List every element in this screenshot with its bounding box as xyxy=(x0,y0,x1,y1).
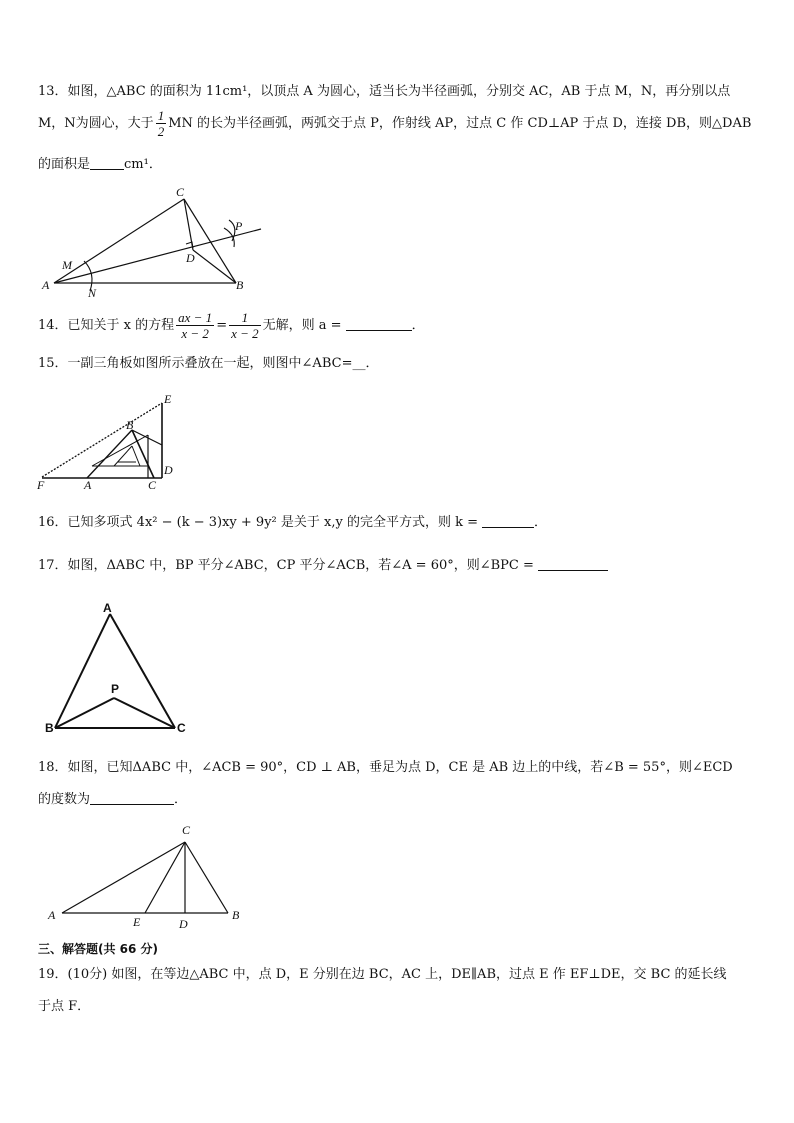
q19-line1: 19．(10分) 如图，在等边△ABC 中，点 D，E 分别在边 BC，AC 上，DE∥AB，过点 E 作 EF⊥DE，交 BC 的延长线 xyxy=(38,967,727,982)
q15-figure xyxy=(32,390,182,494)
q17-label-b: B xyxy=(45,721,54,735)
q15-label-f: F xyxy=(37,478,45,492)
q18-label-b: B xyxy=(232,908,240,922)
q13-ray-ap xyxy=(54,229,261,283)
q15-segment-bd xyxy=(132,430,162,445)
q17-line xyxy=(38,556,608,575)
q15-label-d: D xyxy=(164,463,173,477)
q17-segment-bp xyxy=(55,698,114,728)
q14-equals: = xyxy=(216,318,228,333)
q13-line1: 13．如图，△ABC 的面积为 11cm¹，以顶点 A 为圆心，适当长为半径画弧，分别交 AC，AB 于点 M，N，再分别以点 xyxy=(38,84,731,99)
q17-label-a: A xyxy=(103,601,112,615)
q13-line2-a: M，N为圆心，大于 xyxy=(38,116,154,131)
q15-inner-diag-1 xyxy=(92,435,148,466)
q16-answer-blank[interactable] xyxy=(482,513,534,528)
q13-line3 xyxy=(38,155,162,174)
q13-frac-num: 1 xyxy=(157,108,165,123)
q17-answer-blank[interactable] xyxy=(538,556,608,571)
q17-text: 17．如图，ΔABC 中，BP 平分∠ABC，CP 平分∠ACB，若∠A = 60°，则∠BPC = xyxy=(38,558,534,573)
q18-segment-ac xyxy=(62,842,185,913)
q14-frac2-den: x − 2 xyxy=(231,326,259,341)
q17-segment-ac xyxy=(110,614,175,728)
q14-fraction-2 xyxy=(229,310,261,341)
q14-fraction-1 xyxy=(176,310,214,341)
q16-text-a: 16．已知多项式 4x² − (k − 3)xy + 9y² 是关于 x,y 的完全平方式，则 k = xyxy=(38,515,478,530)
q13-line3-a: 的面积是 xyxy=(38,157,91,172)
q13-label-m: M xyxy=(62,258,72,272)
q17-figure xyxy=(40,598,190,738)
q13-frac-den: 2 xyxy=(157,124,165,139)
q13-label-n: N xyxy=(88,286,97,300)
q13-segment-ac xyxy=(54,199,184,283)
q13-line2 xyxy=(38,108,751,139)
q17-segment-ab xyxy=(55,614,110,728)
q13-label-p: P xyxy=(235,219,243,233)
q18-line1: 18．如图，已知ΔABC 中，∠ACB = 90°，CD ⊥ AB，垂足为点 D，CE 是 AB 边上的中线，若∠B = 55°，则∠ECD xyxy=(38,760,733,775)
q14-answer-blank[interactable] xyxy=(346,316,412,331)
q14-text-a: 14．已知关于 x 的方程 xyxy=(38,318,175,333)
q14-line xyxy=(38,310,425,341)
q18-segment-ce xyxy=(145,842,185,913)
q18-line2-a: 的度数为 xyxy=(38,792,91,807)
q14-text-c: ． xyxy=(411,318,425,333)
q13-segment-db xyxy=(193,250,236,283)
q15-label-e: E xyxy=(164,392,172,406)
q15-label-a: A xyxy=(84,478,92,492)
q13-label-d: D xyxy=(186,251,195,265)
q15-label-b: B xyxy=(126,418,134,432)
q13-line2-b: MN 的长为半径画弧，两弧交于点 P，作射线 AP，过点 C 作 CD⊥AP 于点 D，连接 DB，则△DAB xyxy=(168,116,752,131)
q13-label-b: B xyxy=(236,278,244,292)
q15-line: 15．一副三角板如图所示叠放在一起，则图中∠ABC=__． xyxy=(38,356,379,371)
q15-inner-small-2 xyxy=(132,446,140,466)
q14-frac1-den: x − 2 xyxy=(181,326,209,341)
q13-arc-p2 xyxy=(229,220,235,241)
q13-answer-blank[interactable] xyxy=(90,155,124,170)
q14-text-b: 无解，则 a = xyxy=(262,318,342,333)
q18-answer-blank[interactable] xyxy=(90,790,174,805)
q13-figure xyxy=(36,183,276,301)
q13-fraction xyxy=(156,108,167,139)
q17-label-p: P xyxy=(111,682,120,696)
q14-frac1-num: ax − 1 xyxy=(178,310,213,325)
q19-line2: 于点 F． xyxy=(38,999,91,1014)
q13-label-a: A xyxy=(42,278,50,292)
q16-line xyxy=(38,513,547,532)
q18-figure xyxy=(40,820,260,932)
q13-label-c: C xyxy=(176,185,185,199)
q18-segment-cb xyxy=(185,842,228,913)
q18-label-e: E xyxy=(133,915,141,929)
q18-label-a: A xyxy=(48,908,56,922)
q18-label-c: C xyxy=(182,823,191,837)
q14-frac2-num: 1 xyxy=(229,310,261,326)
q16-text-b: ． xyxy=(534,515,548,530)
q17-label-c: C xyxy=(177,721,186,735)
q13-line3-b: cm¹． xyxy=(124,157,162,172)
q18-line2-b: ． xyxy=(174,792,188,807)
q18-label-d: D xyxy=(179,917,188,931)
q18-line2 xyxy=(38,790,187,809)
section-heading: 三、解答题(共 66 分) xyxy=(38,942,159,956)
q15-label-c: C xyxy=(148,478,157,492)
